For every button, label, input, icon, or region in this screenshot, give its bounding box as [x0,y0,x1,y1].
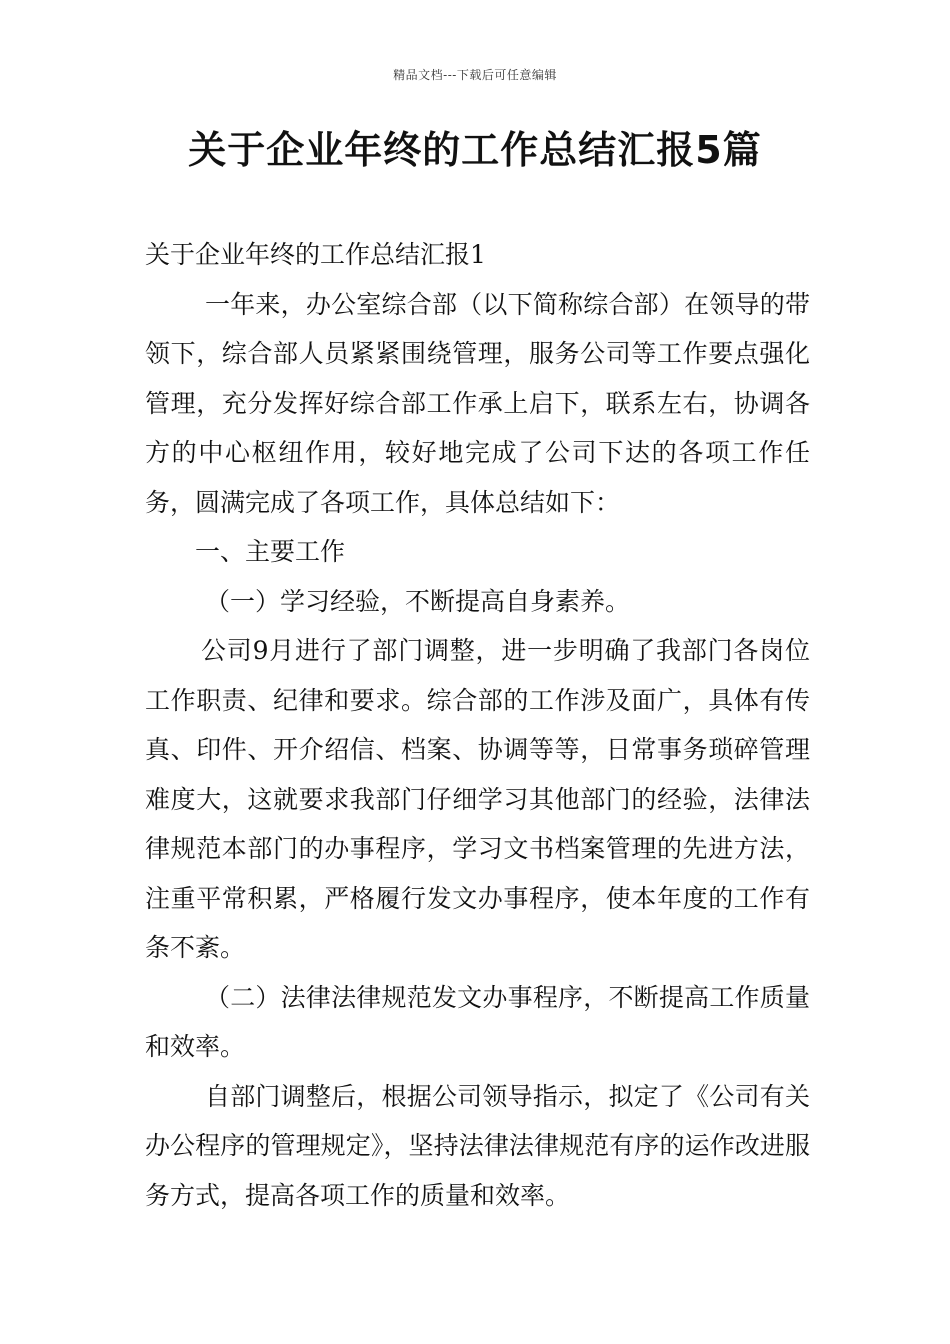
paragraph-department-adjustment: 公司9月进行了部门调整，进一步明确了我部门各岗位工作职责、纪律和要求。综合部的工作涉及面广，具体有传真、印件、开介绍信、档案、协调等等，日常事务琐碎管理难度大，这就要求我部门仔细学习其他部门的经验，法律法律规范本部门的办事程序，学习文书档案管理的先进方法，注重平常积累，严格履行发文办事程序，使本年度的工作有条不紊。 [145,636,810,962]
paragraph-intro: 一年来，办公室综合部（以下简称综合部）在领导的带领下，综合部人员紧紧围绕管理，服务公司等工作要点强化管理，充分发挥好综合部工作承上启下，联系左右，协调各方的中心枢纽作用，较好地完成了公司下达的各项工作任务，圆满完成了各项工作，具体总结如下： [145,289,810,517]
heading-study-experience: （一）学习经验，不断提高自身素养。 [205,586,631,616]
document-title: 关于企业年终的工作总结汇报5篇 [188,128,762,172]
paragraph-management-rules: 自部门调整后，根据公司领导指示，拟定了《公司有关办公程序的管理规定》，坚持法律法律规范有序的运作改进服务方式，提高各项工作的质量和效率。 [145,1081,810,1210]
heading-standardize-procedures: （二）法律法律规范发文办事程序，不断提高工作质量和效率。 [145,982,810,1061]
heading-main-work: 一、主要工作 [195,537,346,566]
section-title: 关于企业年终的工作总结汇报1 [145,240,486,269]
document-body [145,230,810,1220]
header-note: 精品文档---下载后可任意编辑 [393,68,557,82]
